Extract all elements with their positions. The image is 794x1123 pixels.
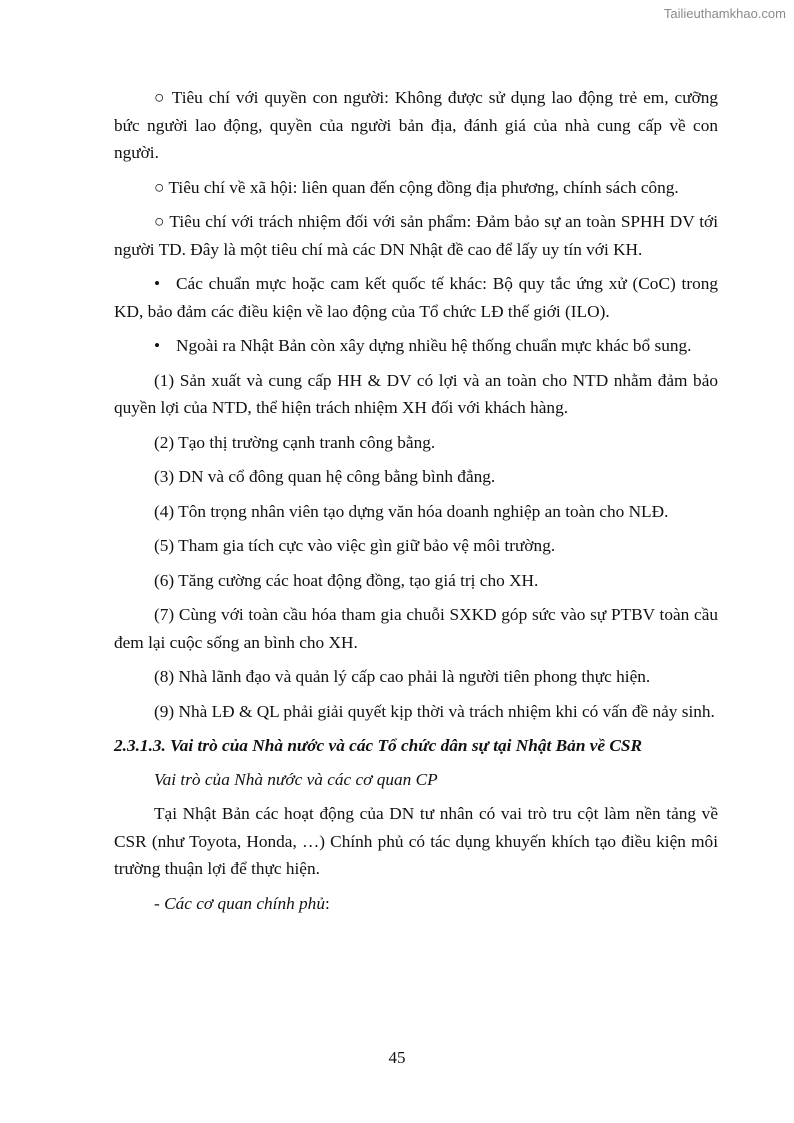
bullet-icon: • bbox=[154, 336, 161, 355]
subheading-government-text: - Các cơ quan chính phủ bbox=[154, 893, 325, 913]
bullet-item bbox=[114, 270, 718, 325]
subheading-government bbox=[114, 890, 718, 918]
numbered-item: (6) Tăng cường các hoat động đồng, tạo giá trị cho XH. bbox=[154, 570, 539, 590]
numbered-item: (3) DN và cổ đông quan hệ công bằng bình đẳng. bbox=[154, 467, 496, 486]
numbered-item: (9) Nhà LĐ & QL phải giải quyết kịp thời và trách nhiệm khi có vấn đề nảy sinh. bbox=[154, 701, 715, 721]
numbered-item: (4) Tôn trọng nhân viên tạo dựng văn hóa doanh nghiệp an toàn cho NLĐ. bbox=[154, 501, 669, 521]
numbered-item: (8) Nhà lãnh đạo và quản lý cấp cao phải là người tiên phong thực hiện. bbox=[154, 667, 651, 686]
numbered-item: (1) Sản xuất và cung cấp HH & DV có lợi và an toàn cho NTD nhằm đảm bảo quyền lợi của NTD, thể hiện trách nhiệm XH đối với khách hàng. bbox=[114, 370, 718, 417]
bullet-text: Các chuẩn mực hoặc cam kết quốc tế khác: Bộ quy tắc ứng xử (CoC) trong KD, bảo đảm các điều kiện về lao động của Tổ chức LĐ thế giới (ILO). bbox=[114, 274, 718, 321]
paragraph-human-rights: ○ Tiêu chí với quyền con người: Không được sử dụng lao động trẻ em, cưỡng bức người lao động, quyền của người bản địa, đánh giá của nhà cung cấp về con người. bbox=[114, 88, 718, 162]
bullet-icon: • bbox=[154, 274, 161, 293]
paragraph-product: ○ Tiêu chí với trách nhiệm đối với sản phẩm: Đảm bảo sự an toàn SPHH DV tới người TD. Đây là một tiêu chí mà các DN Nhật đề cao để lấy uy tín với KH. bbox=[114, 212, 718, 259]
page-number: 45 bbox=[388, 1048, 406, 1067]
subheading: Vai trò của Nhà nước và các cơ quan CP bbox=[154, 769, 438, 789]
numbered-item: (7) Cùng với toàn cầu hóa tham gia chuỗi SXKD góp sức vào sự PTBV toàn cầu đem lại cuộc sống an bình cho XH. bbox=[114, 605, 718, 652]
document-body bbox=[114, 84, 718, 924]
numbered-item: (5) Tham gia tích cực vào việc gìn giữ bảo vệ môi trường. bbox=[154, 536, 556, 555]
numbered-item: (2) Tạo thị trường cạnh tranh công bằng. bbox=[154, 432, 436, 452]
section-heading: 2.3.1.3. Vai trò của Nhà nước và các Tổ chức dân sự tại Nhật Bản về CSR bbox=[114, 736, 643, 755]
watermark: Tailieuthamkhao.com bbox=[663, 6, 786, 21]
bullet-item bbox=[114, 332, 718, 360]
body-paragraph: Tại Nhật Bản các hoạt động của DN tư nhân có vai trò tru cột làm nền tảng về CSR (như Toyota, Honda, …) Chính phủ có tác dụng khuyến khích tạo điều kiện môi trường thuận lợi để thực hiện. bbox=[114, 804, 718, 878]
bullet-text: Ngoài ra Nhật Bản còn xây dựng nhiều hệ thống chuẩn mực khác bổ sung. bbox=[176, 336, 692, 355]
paragraph-social: ○ Tiêu chí về xã hội: liên quan đến cộng đồng địa phương, chính sách công. bbox=[154, 177, 679, 197]
subheading-government-colon: : bbox=[324, 893, 330, 913]
